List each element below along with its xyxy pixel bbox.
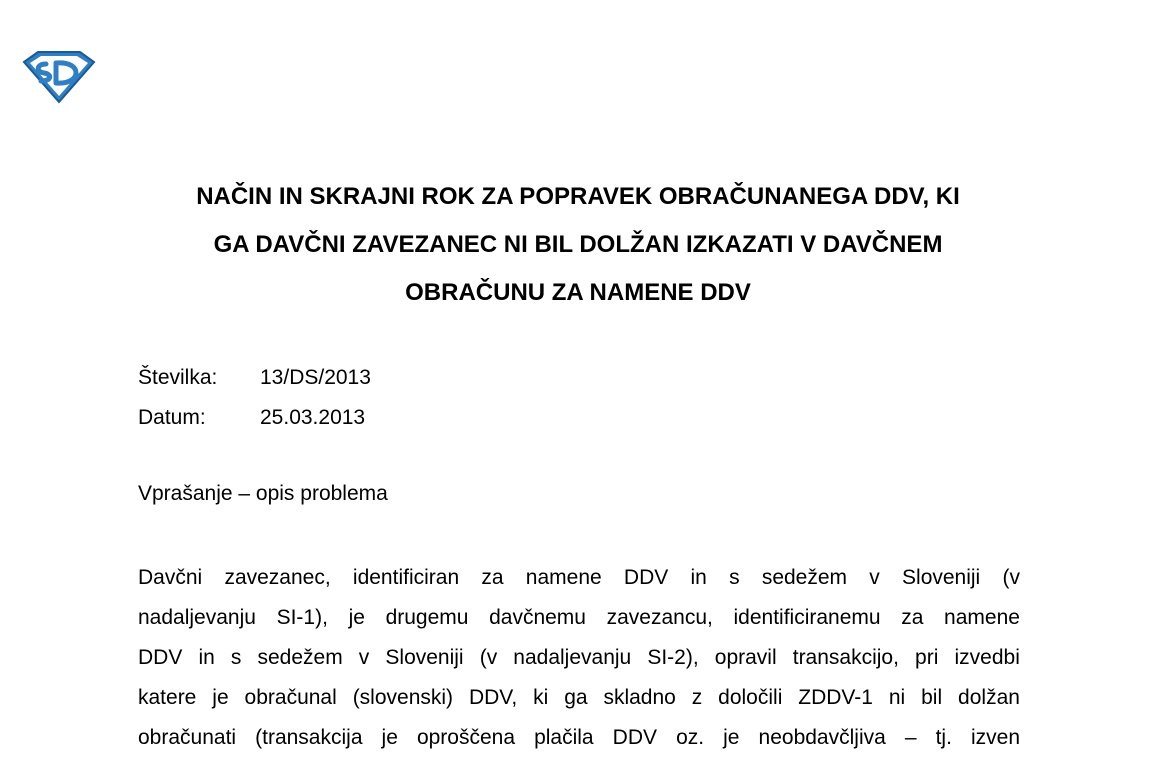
- body-line: [138, 718, 1020, 758]
- body-word: davčnemu: [489, 606, 586, 629]
- title-line-1: NAČIN IN SKRAJNI ROK ZA POPRAVEK OBRAČUNANEGA DDV, KI: [196, 183, 960, 210]
- body-word: z: [691, 686, 703, 709]
- body-word: sedežem: [761, 566, 848, 589]
- body-paragraph: [138, 558, 1020, 758]
- body-word: dolžan: [958, 686, 1020, 709]
- body-word: (slovenski): [352, 686, 454, 709]
- body-word: nadaljevanju: [513, 646, 632, 669]
- date-value: 25.03.2013: [260, 406, 366, 429]
- body-word: sedežem: [257, 646, 343, 669]
- body-word: (v: [479, 646, 498, 669]
- body-word: neobdavčljiva: [758, 726, 886, 749]
- body-word: (transakcija: [255, 726, 363, 749]
- number-label: Številka:: [138, 366, 218, 389]
- document-meta: [138, 358, 371, 438]
- date-row: [138, 398, 371, 438]
- title-line-2: GA DAVČNI ZAVEZANEC NI BIL DOLŽAN IZKAZATI V DAVČNEM: [213, 231, 943, 258]
- document-title: [128, 173, 1028, 317]
- company-logo-icon: [22, 50, 96, 104]
- number-row: [138, 358, 371, 398]
- body-word: skladno: [603, 686, 676, 709]
- body-word: drugemu: [385, 606, 469, 629]
- body-line-words: [138, 678, 1020, 718]
- body-line-words: [138, 718, 1020, 758]
- question-heading: Vprašanje – opis problema: [138, 482, 388, 505]
- body-word: nadaljevanju: [138, 606, 256, 629]
- body-word: je: [381, 726, 398, 749]
- body-word: SI-2),: [647, 646, 699, 669]
- body-word: katere: [138, 686, 197, 709]
- body-word: opravil: [714, 646, 777, 669]
- body-word: izvedbi: [954, 646, 1020, 669]
- body-word: zavezanec,: [224, 566, 331, 589]
- body-word: zavezancu,: [606, 606, 713, 629]
- body-line: [138, 558, 1020, 598]
- body-word: in: [198, 646, 215, 669]
- body-word: Sloveniji: [902, 566, 981, 589]
- body-word: je: [348, 606, 365, 629]
- body-word: namene: [525, 566, 602, 589]
- body-word: s: [729, 566, 740, 589]
- body-word: Sloveniji: [385, 646, 464, 669]
- body-word: oproščena: [416, 726, 516, 749]
- body-word: ki: [533, 686, 549, 709]
- body-word: za: [481, 566, 504, 589]
- body-word: identificiran: [352, 566, 460, 589]
- body-word: (v: [1002, 566, 1020, 589]
- body-word: plačila: [534, 726, 594, 749]
- body-line: [138, 678, 1020, 718]
- body-word: obračunal: [244, 686, 337, 709]
- date-label: Datum:: [138, 406, 206, 429]
- body-word: s: [230, 646, 242, 669]
- body-word: obračunati: [138, 726, 237, 749]
- body-line-words: [138, 558, 1020, 598]
- body-word: namene: [944, 606, 1020, 629]
- body-word: je: [723, 726, 740, 749]
- body-word: identificiranemu: [733, 606, 881, 629]
- body-word: Davčni: [138, 566, 203, 589]
- body-word: je: [212, 686, 229, 709]
- body-word: tj.: [935, 726, 952, 749]
- body-word: izven: [970, 726, 1020, 749]
- body-word: v: [869, 566, 880, 589]
- body-word: DDV: [138, 646, 183, 669]
- body-word: ga: [564, 686, 588, 709]
- body-line: [138, 638, 1020, 678]
- body-word: DDV: [623, 566, 669, 589]
- number-value: 13/DS/2013: [260, 366, 371, 389]
- body-line: [138, 598, 1020, 638]
- title-line-3: OBRAČUNU ZA NAMENE DDV: [405, 279, 751, 306]
- body-word: v: [358, 646, 370, 669]
- body-word: in: [690, 566, 707, 589]
- body-word: določili: [718, 686, 783, 709]
- body-word: –: [904, 726, 917, 749]
- body-word: bil: [921, 686, 943, 709]
- body-word: oz.: [676, 726, 705, 749]
- body-line-words: [138, 638, 1020, 678]
- body-word: DDV: [612, 726, 658, 749]
- body-word: pri: [915, 646, 939, 669]
- body-word: za: [901, 606, 924, 629]
- body-word: ZDDV-1: [798, 686, 873, 709]
- body-line-words: [138, 598, 1020, 638]
- body-word: transakcijo,: [792, 646, 899, 669]
- body-word: SI-1),: [276, 606, 328, 629]
- body-word: ni: [888, 686, 906, 709]
- body-word: DDV,: [468, 686, 518, 709]
